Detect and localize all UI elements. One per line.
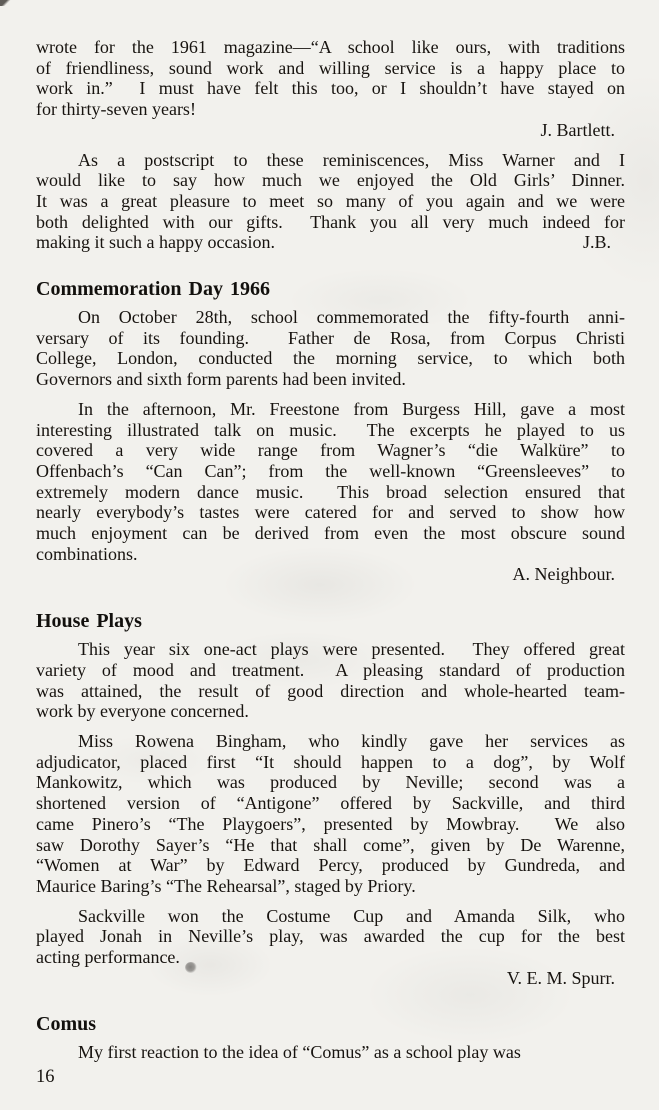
paragraph xyxy=(36,150,625,254)
text-line: Mankowitz, which was produced by Neville; second was a xyxy=(36,772,625,793)
inline-signature: J.B. xyxy=(582,232,611,253)
text-line: “Women at War” by Edward Percy, produced by Gundreda, and xyxy=(36,855,625,876)
section-heading: Commemoration Day 1966 xyxy=(36,278,270,301)
paragraph xyxy=(36,307,625,390)
text-line: work by everyone concerned. xyxy=(36,701,249,722)
scan-corner-artifact xyxy=(0,0,12,6)
text-line: extremely modern dance music. This broad selection ensured that xyxy=(36,481,625,502)
section-heading: House Plays xyxy=(36,610,142,633)
text-line: In the afternoon, Mr. Freestone from Burgess Hill, gave a most xyxy=(78,398,625,419)
text-line: combinations. xyxy=(36,543,138,564)
text-line: for thirty-seven years! xyxy=(36,99,196,120)
text-line: Sackville won the Costume Cup and Amanda Silk, who xyxy=(78,905,625,926)
document-body xyxy=(36,37,625,1063)
text-line: Offenbach’s “Can Can”; from the well-known “Greensleeves” to xyxy=(36,460,625,481)
paragraph xyxy=(36,906,625,968)
text-line: much enjoyment can be derived from even the most obscure sound xyxy=(36,523,625,544)
signature-line: V. E. M. Spurr. xyxy=(506,967,615,988)
text-line: work in.” I must have felt this too, or I shouldn’t have stayed on xyxy=(36,78,625,99)
text-line: shortened version of “Antigone” offered by Sackville, and third xyxy=(36,793,625,814)
text-line: versary of its founding. Father de Rosa, from Corpus Christi xyxy=(36,327,625,348)
text-line: covered a very wide range from Wagner’s “die Walküre” to xyxy=(36,440,625,461)
text-line: As a postscript to these reminiscences, Miss Warner and I xyxy=(78,149,625,170)
section-heading: Comus xyxy=(36,1013,97,1036)
text-line: variety of mood and treatment. A pleasing standard of production xyxy=(36,659,625,680)
text-line: interesting illustrated talk on music. The excerpts he played to us xyxy=(36,419,625,440)
text-line: of friendliness, sound work and willing service is a happy place to xyxy=(36,57,625,78)
text-line xyxy=(36,232,625,253)
paragraph xyxy=(36,1042,625,1063)
text-line: This year six one-act plays were presented. They offered great xyxy=(78,639,625,660)
text-line: adjudicator, placed first “It should happen to a dog”, by Wolf xyxy=(36,751,625,772)
text-line: saw Dorothy Sayer’s “He that shall come”, given by De Warenne, xyxy=(36,834,625,855)
signature-line: A. Neighbour. xyxy=(512,564,615,585)
page-number: 16 xyxy=(36,1067,55,1087)
paragraph xyxy=(36,399,625,565)
text-line-content: making it such a happy occasion. xyxy=(36,232,275,253)
text-line: Miss Rowena Bingham, who kindly gave her services as xyxy=(78,730,625,751)
paragraph xyxy=(36,639,625,722)
text-line: Governors and sixth form parents had been invited. xyxy=(36,369,406,390)
text-line: played Jonah in Neville’s play, was awarded the cup for the best xyxy=(36,926,625,947)
paragraph xyxy=(36,731,625,897)
paragraph xyxy=(36,37,625,120)
text-line: nearly everybody’s tastes were catered for and served to show how xyxy=(36,502,625,523)
text-line: wrote for the 1961 magazine—“A school like ours, with traditions xyxy=(36,37,625,57)
text-line: would like to say how much we enjoyed the Old Girls’ Dinner. xyxy=(36,170,625,191)
text-line: It was a great pleasure to meet so many of you again and we were xyxy=(36,190,625,211)
text-line: Maurice Baring’s “The Rehearsal”, staged by Priory. xyxy=(36,875,416,896)
text-line: was attained, the result of good direction and whole-hearted team- xyxy=(36,680,625,701)
text-line: both delighted with our gifts. Thank you all very much indeed for xyxy=(36,211,625,232)
text-line: On October 28th, school commemorated the fifty-fourth anni- xyxy=(78,307,625,328)
text-line: My first reaction to the idea of “Comus” as a school play was xyxy=(78,1042,521,1063)
text-line: College, London, conducted the morning service, to which both xyxy=(36,348,625,369)
text-line: came Pinero’s “The Playgoers”, presented by Mowbray. We also xyxy=(36,813,625,834)
signature-line: J. Bartlett. xyxy=(540,119,615,140)
text-line: acting performance. xyxy=(36,947,180,968)
